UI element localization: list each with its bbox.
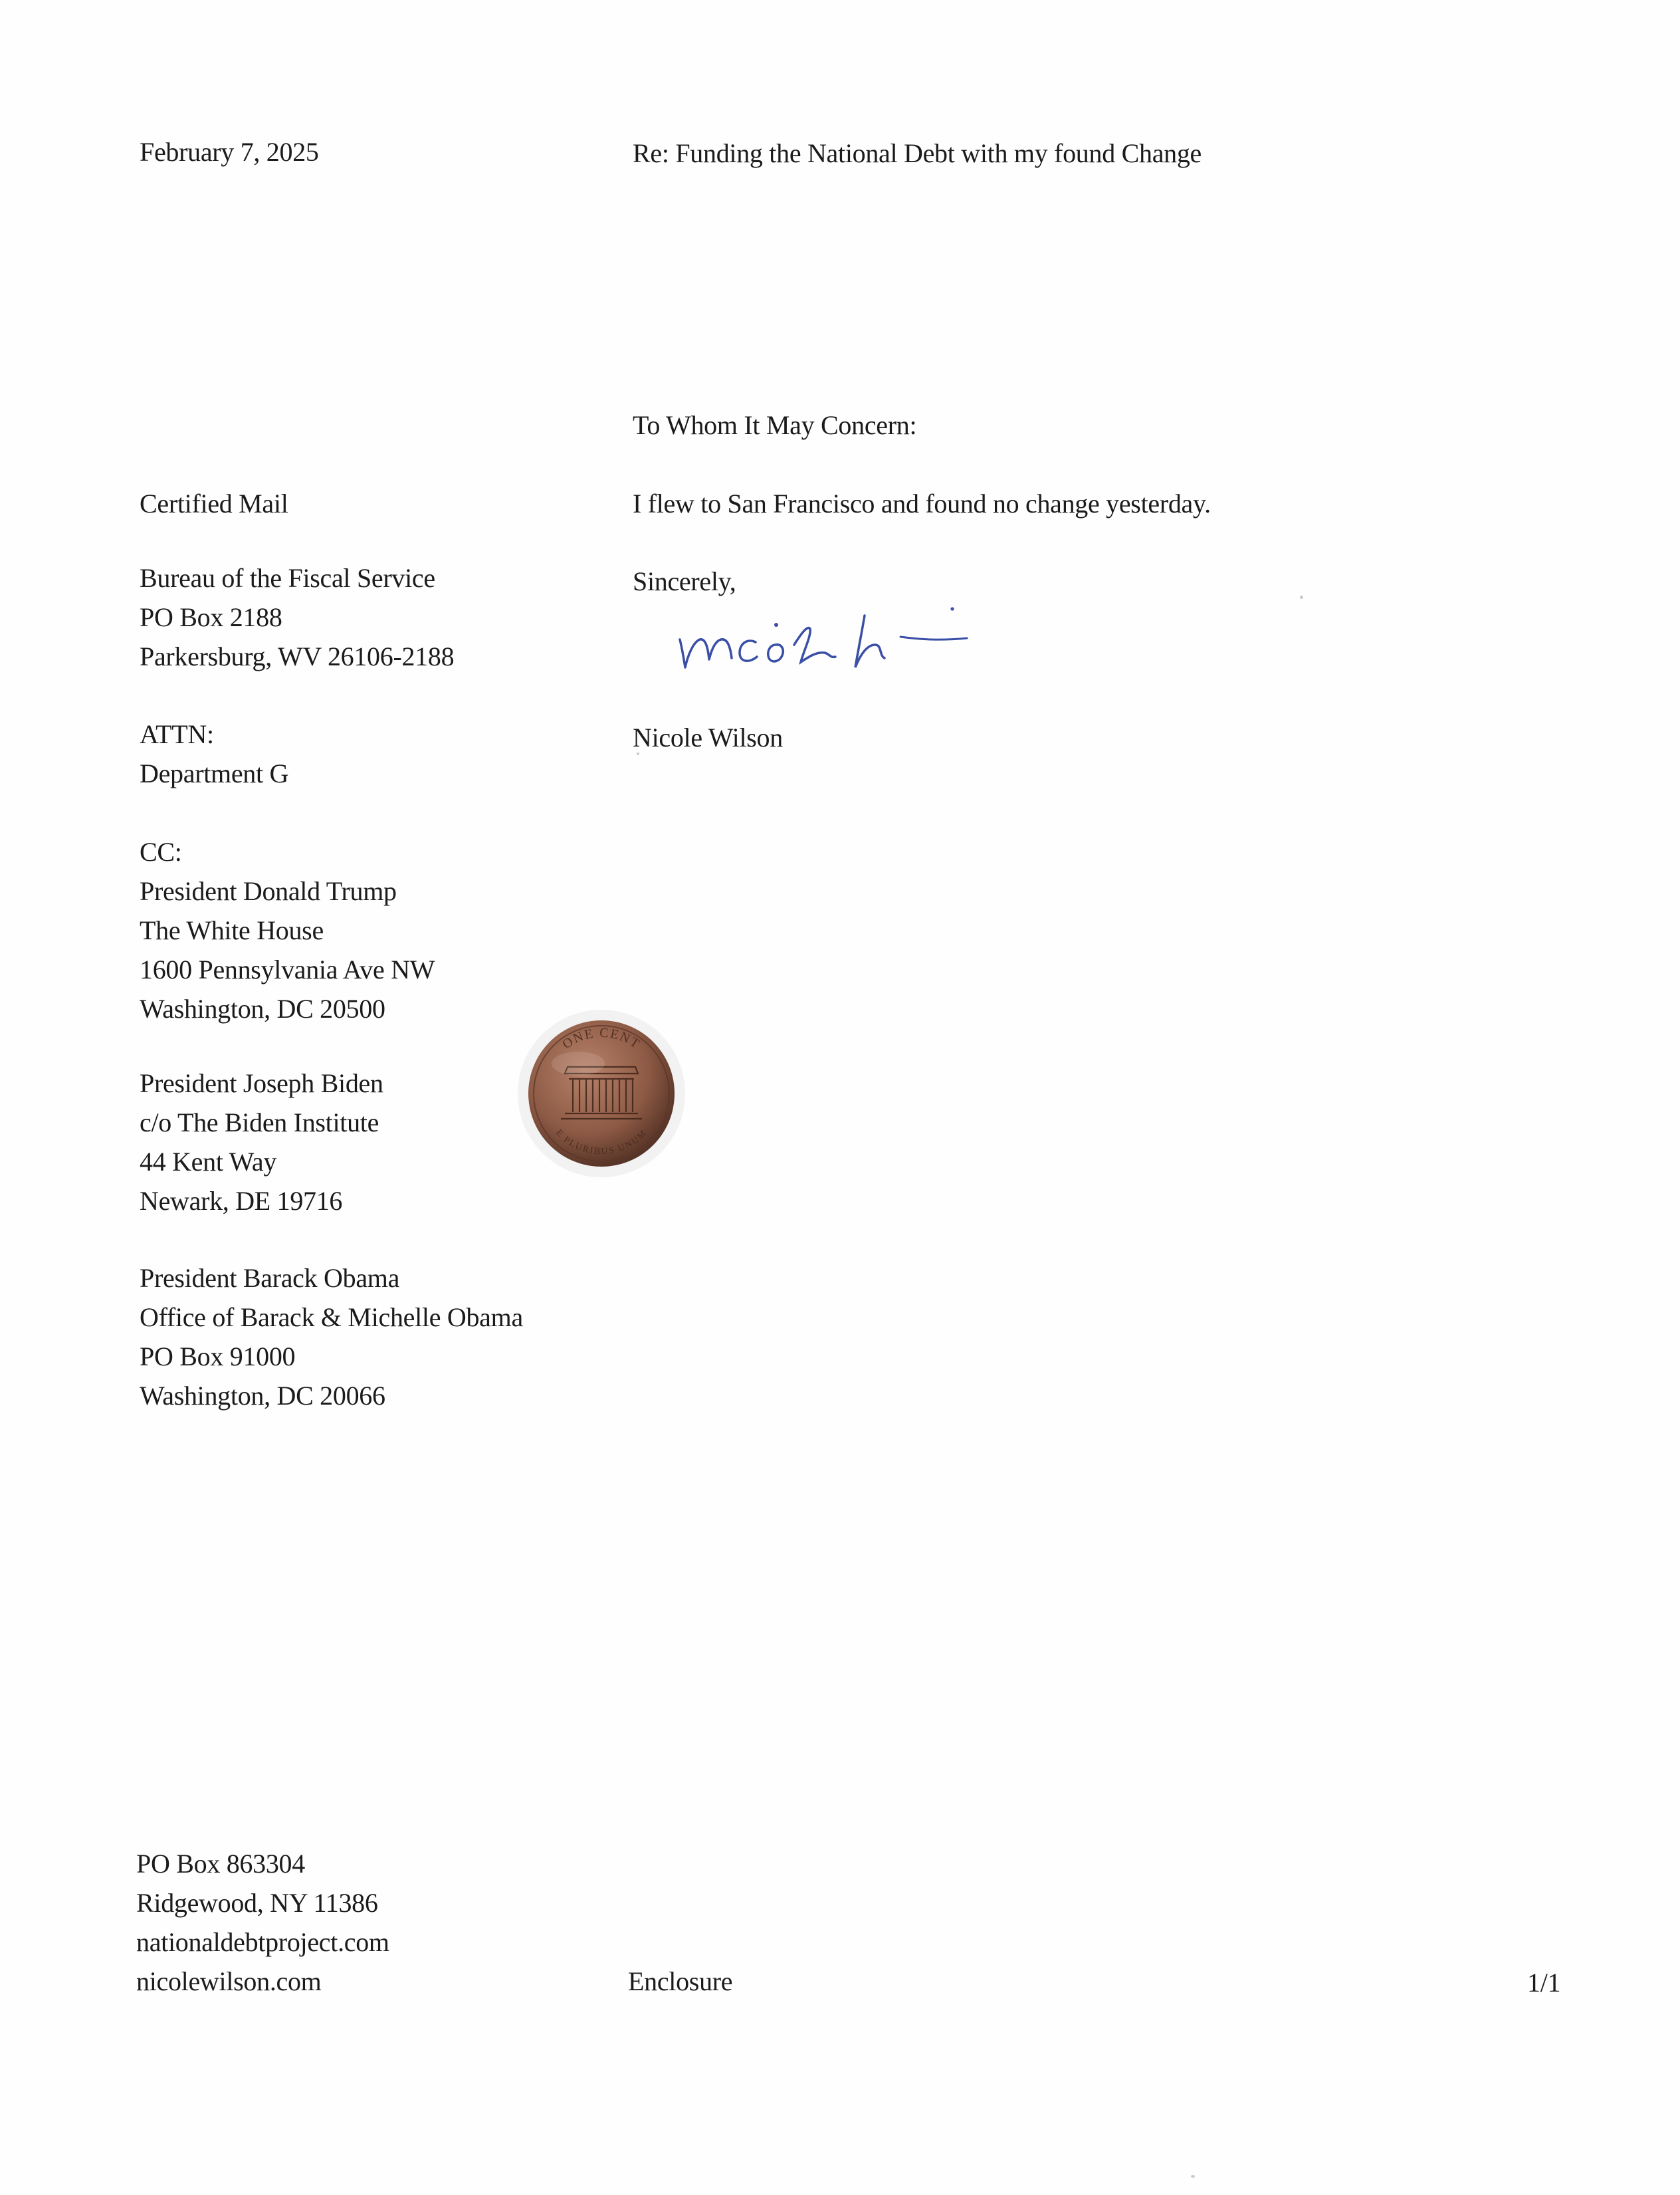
cc-line: The White House <box>140 915 324 945</box>
sender-website: nationaldebtproject.com <box>136 1927 389 1957</box>
cc-line: Newark, DE 19716 <box>140 1186 343 1216</box>
cc-block-obama <box>140 1258 523 1415</box>
cc-line: PO Box 91000 <box>140 1341 296 1371</box>
scan-speck <box>1191 2175 1195 2178</box>
cc-block-biden <box>140 1064 383 1220</box>
sender-address <box>136 1844 389 2001</box>
page-number: 1/1 <box>1527 1968 1561 1998</box>
cc-line: c/o The Biden Institute <box>140 1107 379 1137</box>
cc-line: Washington, DC 20066 <box>140 1381 385 1411</box>
scan-speck <box>637 752 639 755</box>
cc-line: 1600 Pennsylvania Ave NW <box>140 955 435 984</box>
scan-speck <box>1300 596 1303 599</box>
enclosure-note: Enclosure <box>628 1966 733 1996</box>
cc-line: 44 Kent Way <box>140 1147 277 1177</box>
closing: Sincerely, <box>633 566 736 596</box>
attn-block <box>140 715 288 793</box>
coin-bottom-text: E PLURIBUS UNUM <box>554 1127 649 1157</box>
cc-line: Washington, DC 20500 <box>140 994 385 1024</box>
mail-type: Certified Mail <box>140 489 288 519</box>
penny-coin <box>512 1000 691 1180</box>
cc-line: Office of Barack & Michelle Obama <box>140 1302 523 1332</box>
letter-date: February 7, 2025 <box>140 137 319 167</box>
attn-label: ATTN: <box>140 719 214 749</box>
coin-top-text: ONE CENT <box>560 1025 643 1052</box>
recipient-address <box>140 558 454 676</box>
cc-block-trump <box>140 832 435 1028</box>
recipient-line: Parkersburg, WV 26106-2188 <box>140 641 455 671</box>
letter-subject: Re: Funding the National Debt with my found Change <box>633 138 1202 168</box>
cc-label: CC: <box>140 837 182 867</box>
message: I flew to San Francisco and found no change yesterday. <box>633 489 1211 519</box>
cc-line: President Donald Trump <box>140 876 397 906</box>
signer-name: Nicole Wilson <box>633 723 783 752</box>
cc-line: President Joseph Biden <box>140 1068 383 1098</box>
sender-line: Ridgewood, NY 11386 <box>136 1888 378 1918</box>
cc-line: President Barack Obama <box>140 1263 400 1293</box>
attn-department: Department G <box>140 758 289 788</box>
sender-line: PO Box 863304 <box>136 1849 305 1879</box>
sender-website: nicolewilson.com <box>136 1966 322 1996</box>
recipient-line: PO Box 2188 <box>140 602 282 632</box>
recipient-line: Bureau of the Fiscal Service <box>140 563 435 593</box>
signature <box>668 598 980 691</box>
salutation: To Whom It May Concern: <box>633 410 917 440</box>
